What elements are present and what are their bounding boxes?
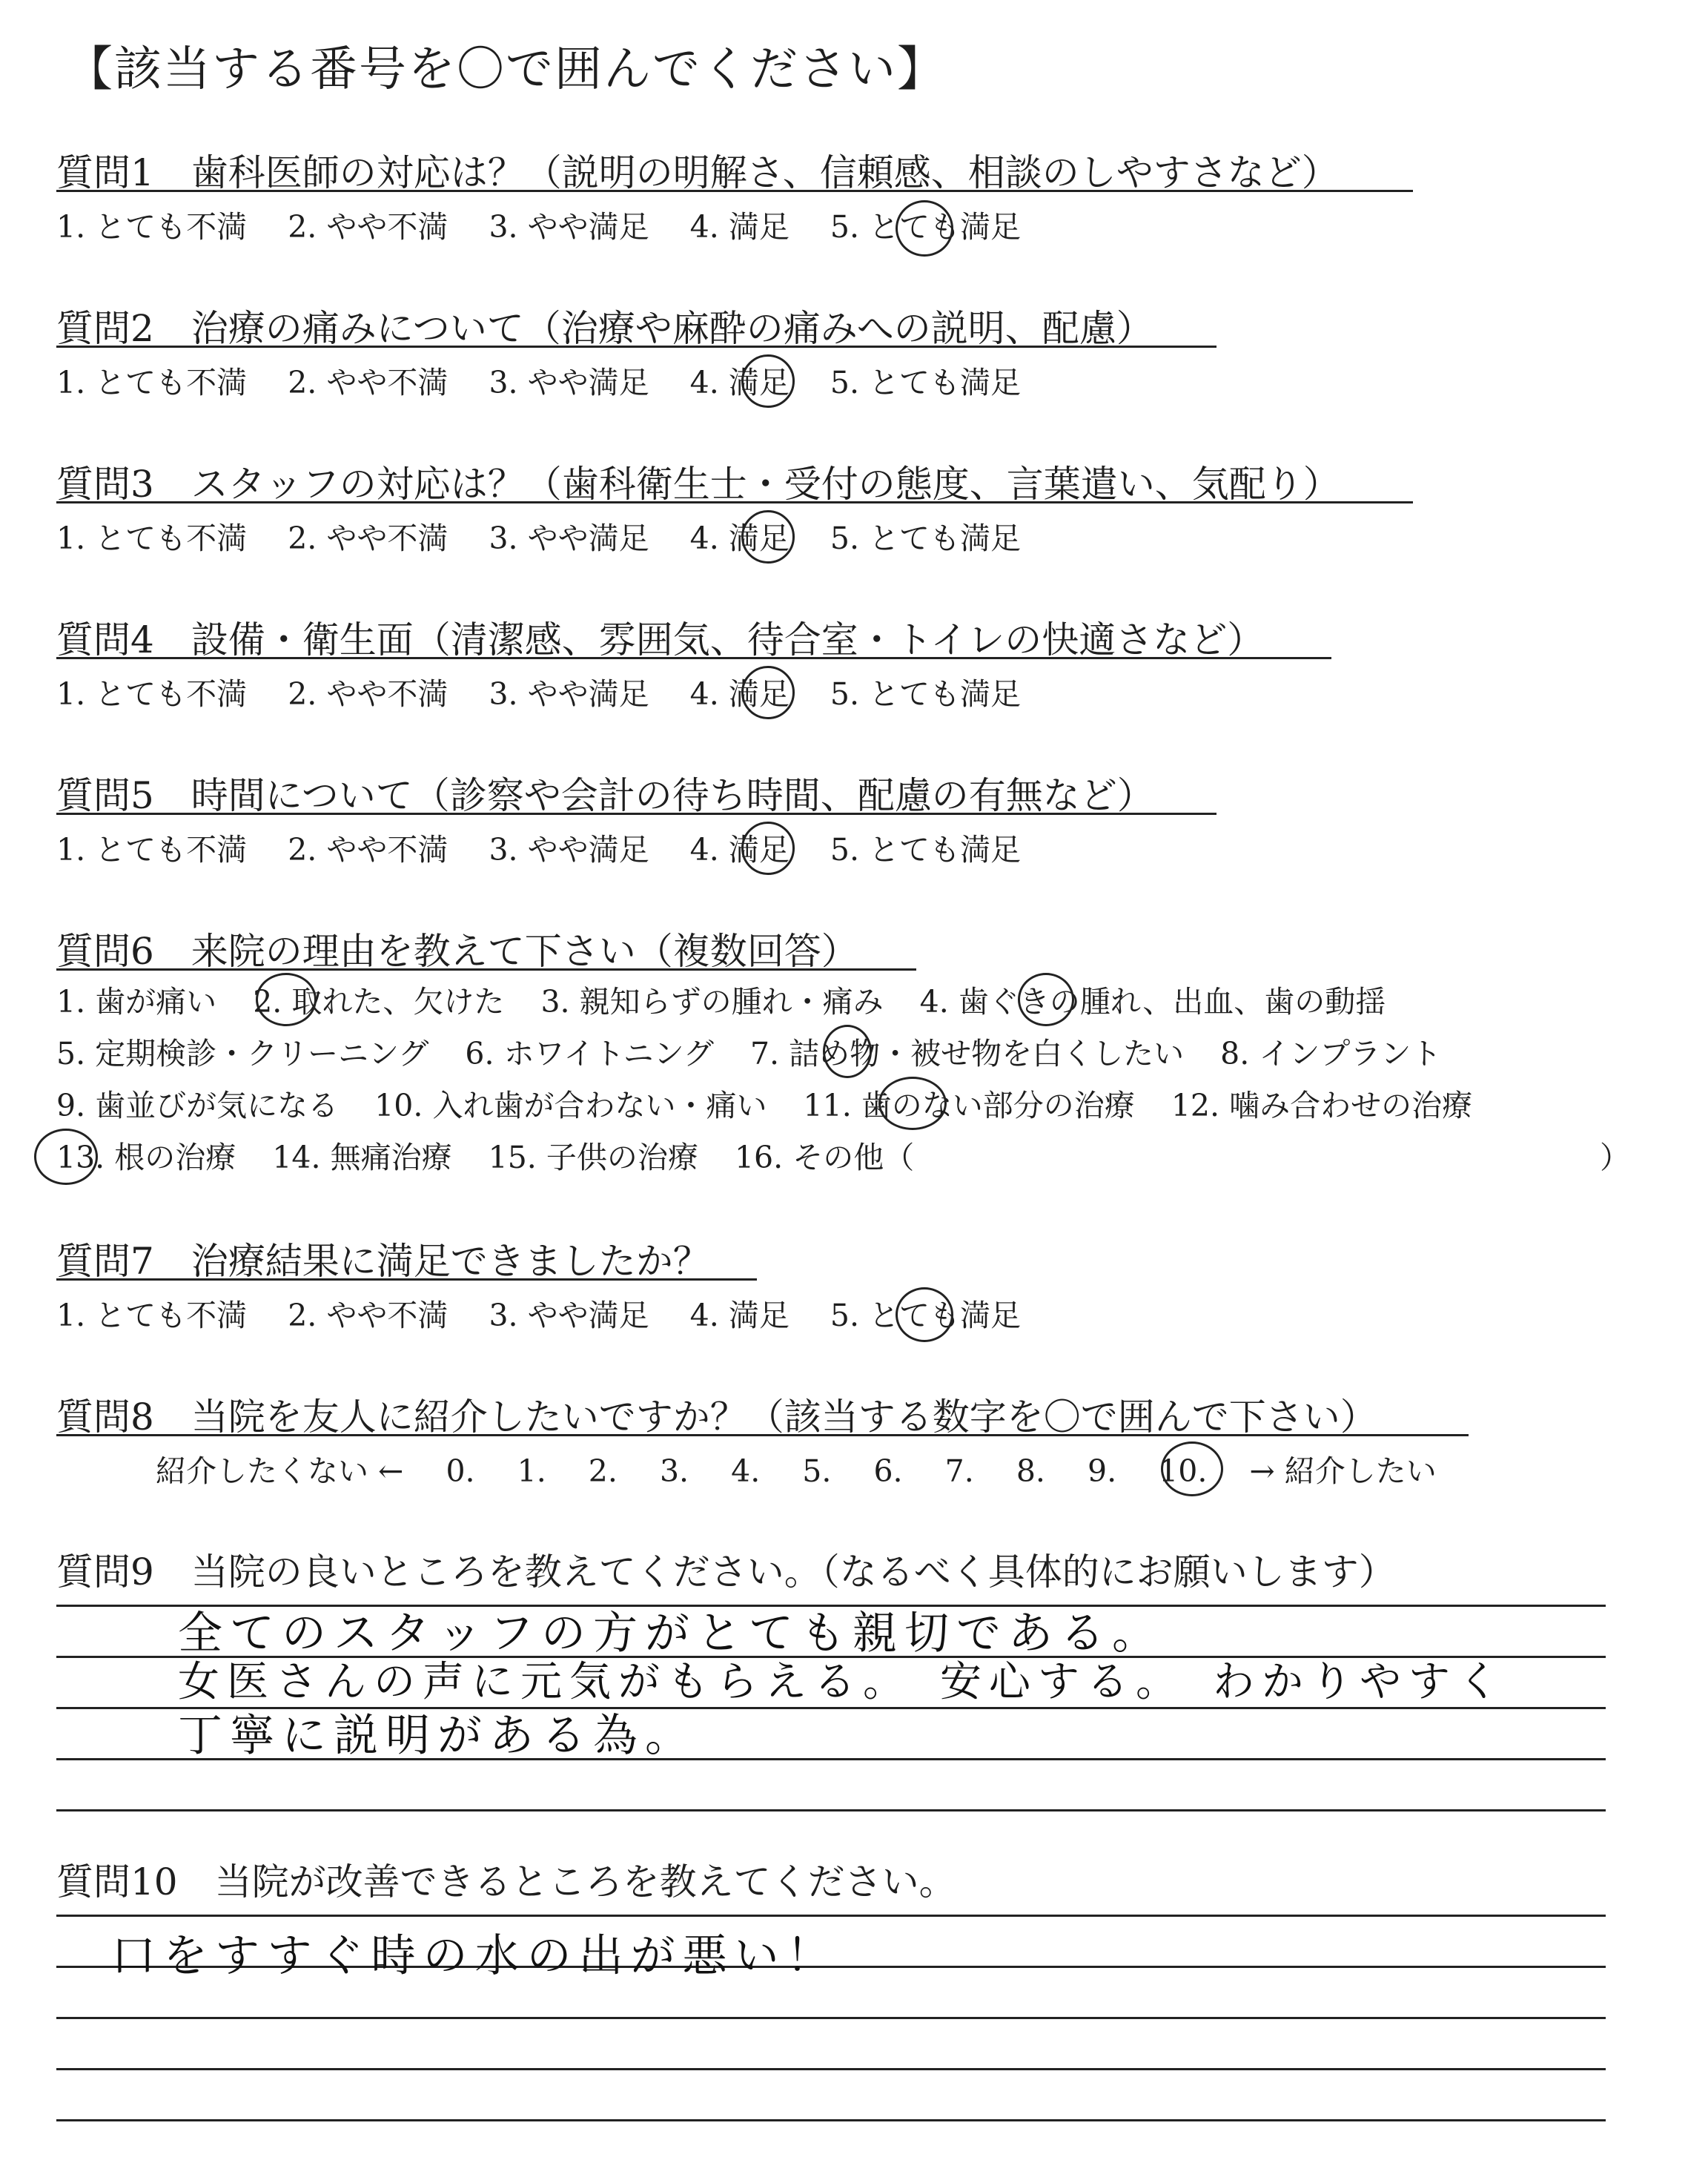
handwritten-answer: 全てのスタッフの方がとても親切である。 [178, 1608, 1164, 1659]
option-label: 満足 [728, 676, 790, 712]
option-num: 4. [689, 832, 719, 868]
question-2-title: 質問2 治療の痛みについて（治療や麻酔の痛みへの説明、配慮） [56, 307, 1153, 350]
option-num: 1. [56, 984, 86, 1020]
option-label: 入れ歯が合わない・痛い [432, 1088, 767, 1123]
option-label: 満足 [728, 1298, 790, 1333]
option-num: 2. [288, 676, 317, 712]
question-2-options [56, 358, 1021, 402]
option-num: 1. [56, 1298, 86, 1333]
question-8-underline [56, 1434, 1469, 1436]
question-1-title: 質問1 歯科医師の対応は？（説明の明解さ、信頼感、相談のしやすさなど） [56, 151, 1339, 194]
option-num: 11. [803, 1088, 852, 1123]
option-num: 5. [830, 832, 859, 868]
option-num: 8. [1220, 1036, 1250, 1071]
scale-left-label: 紹介したくない ← [156, 1453, 404, 1489]
option-num: 3. [489, 1298, 518, 1333]
option-num: 3. [489, 209, 518, 245]
scale-num: 7. [944, 1453, 974, 1489]
option-label: とても満足 [869, 521, 1022, 556]
option-label: 取れた、欠けた [291, 984, 505, 1020]
option-num: 2. [288, 832, 317, 868]
handwritten-answer: 丁寧に説明がある為。 [178, 1710, 697, 1762]
option-num: 1. [56, 676, 86, 712]
question-10-title: 質問10 当院が改善できるところを教えてください。 [56, 1860, 956, 1903]
option-label: とても満足 [869, 1298, 1022, 1333]
option-num: 1. [56, 365, 86, 400]
question-3-title: 質問3 スタッフの対応は？（歯科衛生士・受付の態度、言葉遣い、気配り） [56, 463, 1340, 506]
option-label: 歯が痛い [95, 984, 217, 1020]
option-label: とても満足 [869, 209, 1022, 245]
scale-num: 8. [1016, 1453, 1045, 1489]
question-6-underline [56, 968, 916, 971]
option-num: 7. [749, 1036, 780, 1071]
option-label: やや満足 [527, 676, 649, 712]
question-3-underline [56, 501, 1413, 503]
option-num: 5. [830, 365, 859, 400]
option-label: 親知らずの腫れ・痛み [579, 984, 884, 1020]
question-6-row-2 [56, 1029, 1441, 1073]
scale-num: 10. [1159, 1453, 1208, 1489]
option-num: 15. [488, 1140, 537, 1175]
option-num: 4. [919, 984, 949, 1020]
scale-num: 4. [731, 1453, 761, 1489]
question-6-row-4 [56, 1133, 914, 1177]
option-label: 歯並びが気になる [95, 1088, 339, 1123]
option-label: とても不満 [95, 209, 248, 245]
answer-line [56, 2017, 1606, 2019]
option-label: やや満足 [527, 521, 649, 556]
question-8-scale [156, 1447, 1437, 1490]
option-num: 10. [374, 1088, 423, 1123]
option-label: 歯のない部分の治療 [861, 1088, 1135, 1123]
answer-line [56, 1915, 1606, 1917]
question-1-options [56, 202, 1021, 246]
option-num: 16. [734, 1140, 784, 1175]
option-label: とても不満 [95, 365, 248, 400]
option-label: 噛み合わせの治療 [1229, 1088, 1473, 1123]
question-2-underline [56, 346, 1217, 348]
option-num: 4. [689, 676, 719, 712]
answer-line [56, 2068, 1606, 2070]
question-7-title: 質問7 治療結果に満足できましたか？ [56, 1240, 710, 1283]
question-8-title: 質問8 当院を友人に紹介したいですか？（該当する数字を〇で囲んで下さい） [56, 1396, 1377, 1439]
scale-num: 9. [1087, 1453, 1117, 1489]
option-num: 13. [56, 1140, 105, 1175]
page-heading: 【該当する番号を〇で囲んでください】 [65, 42, 946, 97]
handwritten-answer: 口をすすぐ時の水の出が悪い！ [111, 1930, 838, 1982]
option-num: 3. [489, 365, 518, 400]
question-7-options [56, 1291, 1021, 1335]
option-num: 4. [689, 209, 719, 245]
option-label: とても不満 [95, 832, 248, 868]
option-label: やや満足 [527, 1298, 649, 1333]
option-label: 歯ぐきの腫れ、出血、歯の動揺 [958, 984, 1386, 1020]
option-label: やや満足 [527, 365, 649, 400]
question-5-underline [56, 813, 1217, 815]
option-num: 2. [288, 365, 317, 400]
option-num: 4. [689, 521, 719, 556]
option-num: 1. [56, 521, 86, 556]
option-label: 満足 [728, 209, 790, 245]
option-num: 5. [830, 676, 859, 712]
option-label: 定期検診・クリーニング [95, 1036, 429, 1071]
option-label: その他（ [792, 1140, 915, 1175]
option-num: 12. [1171, 1088, 1220, 1123]
scale-num: 2. [588, 1453, 618, 1489]
option-label: 満足 [728, 521, 790, 556]
option-label: やや不満 [326, 676, 448, 712]
question-1-underline [56, 190, 1413, 192]
option-num: 2. [288, 521, 317, 556]
option-label: やや不満 [326, 1298, 448, 1333]
option-num: 5. [56, 1036, 86, 1071]
option-label: とても満足 [869, 676, 1022, 712]
option-num: 2. [288, 1298, 317, 1333]
question-6-row-3 [56, 1081, 1472, 1125]
answer-line [56, 2119, 1606, 2121]
question-4-title: 質問4 設備・衛生面（清潔感、雰囲気、待合室・トイレの快適さなど） [56, 618, 1265, 661]
option-label: インプラント [1259, 1036, 1442, 1071]
option-num: 9. [56, 1088, 86, 1123]
question-4-underline [56, 657, 1331, 659]
option-label: やや不満 [326, 832, 448, 868]
answer-line [56, 1809, 1606, 1811]
option-label: とても不満 [95, 1298, 248, 1333]
other-close-paren: ） [1600, 1140, 1630, 1175]
option-label: 根の治療 [114, 1140, 236, 1175]
option-label: とても満足 [869, 365, 1022, 400]
option-label: 詰め物・被せ物を白くしたい [789, 1036, 1185, 1071]
option-label: やや満足 [527, 209, 649, 245]
scale-right-label: → 紹介したい [1249, 1453, 1437, 1489]
option-num: 5. [830, 521, 859, 556]
option-label: ホワイトニング [503, 1036, 714, 1071]
option-label: 満足 [728, 365, 790, 400]
scale-num: 5. [802, 1453, 832, 1489]
option-num: 5. [830, 209, 859, 245]
scale-num: 6. [873, 1453, 903, 1489]
option-label: 満足 [728, 832, 790, 868]
option-num: 4. [689, 365, 719, 400]
question-4-options [56, 670, 1021, 713]
option-num: 2. [253, 984, 282, 1020]
scale-num: 0. [446, 1453, 475, 1489]
option-label: とても満足 [869, 832, 1022, 868]
option-label: やや満足 [527, 832, 649, 868]
option-label: やや不満 [326, 209, 448, 245]
option-label: 子供の治療 [546, 1140, 698, 1175]
option-num: 1. [56, 832, 86, 868]
option-label: やや不満 [326, 365, 448, 400]
option-num: 3. [489, 832, 518, 868]
option-num: 3. [540, 984, 570, 1020]
question-7-underline [56, 1278, 757, 1281]
option-num: 3. [489, 676, 518, 712]
question-6-title: 質問6 来院の理由を教えて下さい（複数回答） [56, 930, 858, 973]
option-label: とても不満 [95, 521, 248, 556]
question-5-options [56, 825, 1021, 869]
option-num: 4. [689, 1298, 719, 1333]
option-num: 6. [465, 1036, 494, 1071]
scale-num: 1. [517, 1453, 546, 1489]
handwritten-answer: 女医さんの声に元気がもらえる。 安心する。 わかりやすく [178, 1658, 1506, 1706]
question-6-row-1 [56, 977, 1386, 1021]
question-5-title: 質問5 時間について（診察や会計の待ち時間、配慮の有無など） [56, 774, 1154, 817]
option-num: 3. [489, 521, 518, 556]
option-label: とても不満 [95, 676, 248, 712]
option-label: 無痛治療 [330, 1140, 452, 1175]
option-num: 1. [56, 209, 86, 245]
option-num: 2. [288, 209, 317, 245]
scale-num: 3. [659, 1453, 689, 1489]
option-label: やや不満 [326, 521, 448, 556]
question-9-title: 質問9 当院の良いところを教えてください。（なるべく具体的にお願いします） [56, 1550, 1396, 1593]
question-3-options [56, 514, 1021, 558]
option-num: 14. [272, 1140, 321, 1175]
option-num: 5. [830, 1298, 859, 1333]
